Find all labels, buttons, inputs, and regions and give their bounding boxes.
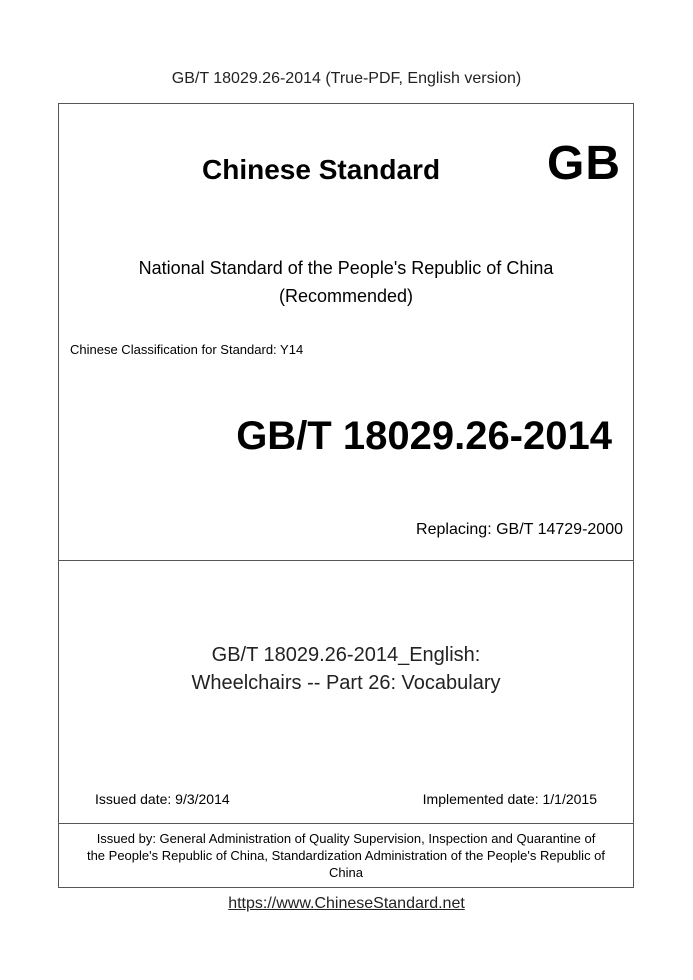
classification-label: Chinese Classification for Standard: Y14: [70, 342, 304, 357]
page-header: GB/T 18029.26-2014 (True-PDF, English version): [171, 70, 522, 87]
recommended-line: (Recommended): [278, 286, 414, 306]
cover-top-section: [59, 104, 633, 561]
issued-date: Issued date: 9/3/2014: [95, 791, 230, 807]
cover-title-section: [59, 561, 633, 823]
document-title: [59, 641, 633, 697]
national-standard-caption: [59, 254, 633, 310]
national-standard-line: National Standard of the People's Republic of China: [138, 258, 554, 278]
document-title-line1: GB/T 18029.26-2014_English:: [211, 644, 481, 666]
gb-mark: GB: [547, 137, 621, 190]
standard-number: GB/T 18029.26-2014: [236, 414, 612, 458]
issuer-section: [59, 823, 633, 888]
website-link[interactable]: https://www.ChineseStandard.net: [228, 895, 465, 912]
chinese-standard-heading: Chinese Standard: [202, 154, 441, 185]
document-title-line2: Wheelchairs -- Part 26: Vocabulary: [191, 672, 501, 694]
issued-by-line3: China: [329, 865, 363, 880]
issued-by-text: [59, 830, 633, 881]
replacing-label: Replacing: GB/T 14729-2000: [416, 521, 623, 538]
issued-by-line2: the People's Republic of China, Standardization Administration of the People's Republic of: [86, 848, 606, 863]
cover-frame: [58, 103, 634, 888]
implemented-date: Implemented date: 1/1/2015: [422, 791, 597, 807]
issued-by-line1: Issued by: General Administration of Quality Supervision, Inspection and Quarantine of: [96, 831, 596, 846]
